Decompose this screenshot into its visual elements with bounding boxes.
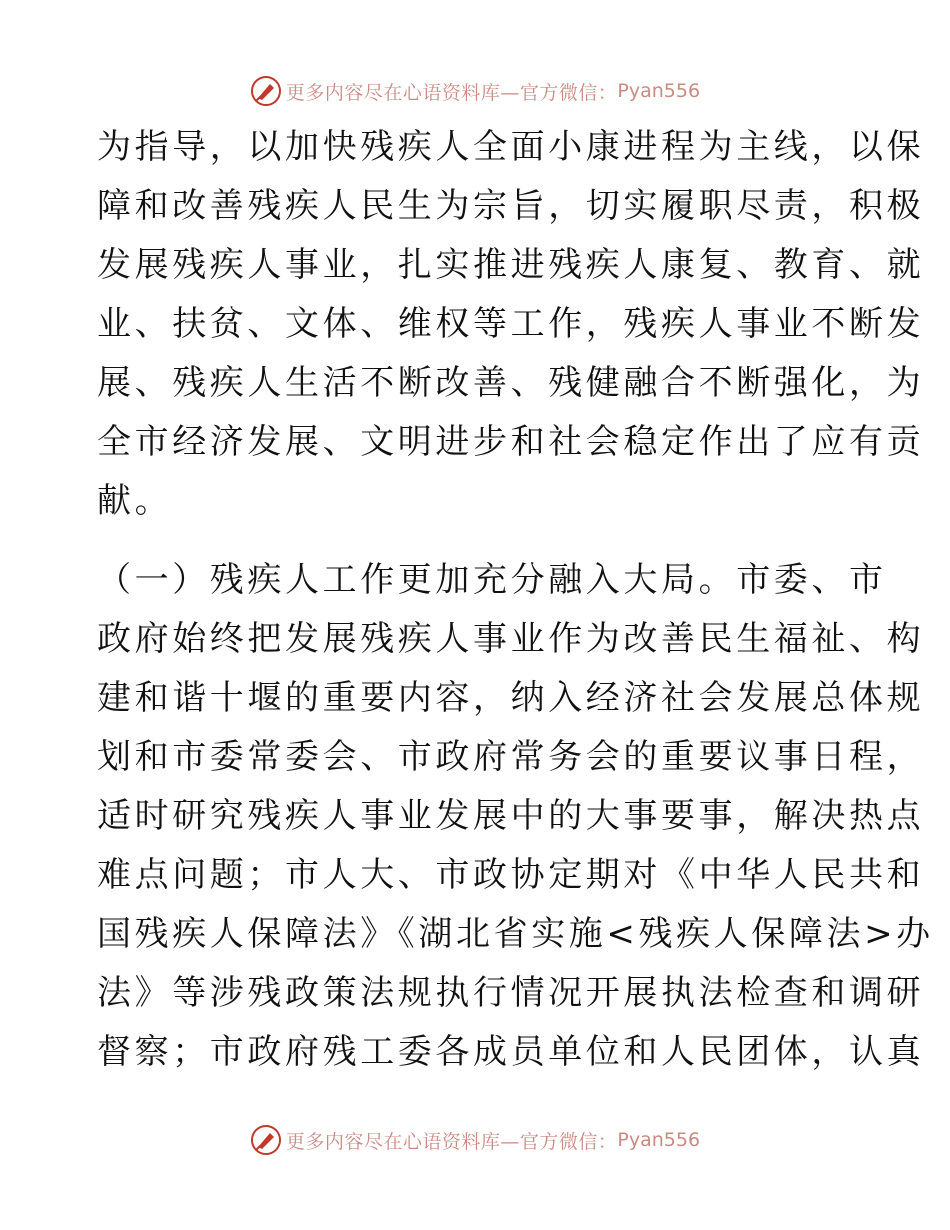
text-line: 难点问题；市人大、市政协定期对《中华人民共和 <box>97 855 925 895</box>
paragraph-2 <box>97 551 934 1082</box>
text-line: 发展残疾人事业，扎实推进残疾人康复、教育、就 <box>97 245 925 285</box>
text-line: 国残疾人保障法》《湖北省实施<残疾人保障法>办 <box>97 914 934 954</box>
text-line: 业、扶贫、文体、维权等工作，残疾人事业不断发 <box>97 304 925 344</box>
text-line: 全市经济发展、文明进步和社会稳定作出了应有贡 <box>97 422 925 462</box>
text-line: 建和谐十堰的重要内容，纳入经济社会发展总体规 <box>97 678 925 718</box>
text-line: 政府始终把发展残疾人事业作为改善民生福祉、构 <box>97 619 925 659</box>
footer-watermark <box>0 1124 950 1156</box>
watermark-account: Pyan556 <box>617 80 701 102</box>
watermark-text: 更多内容尽在心语资料库—官方微信： <box>285 1130 618 1153</box>
text-line: 法》等涉残政策法规执行情况开展执法检查和调研 <box>97 973 925 1013</box>
watermark-text: 更多内容尽在心语资料库—官方微信： <box>285 81 618 104</box>
text-line: 为指导，以加快残疾人全面小康进程为主线，以保 <box>97 127 925 167</box>
header-watermark <box>0 75 950 107</box>
text-line: 督察；市政府残工委各成员单位和人民团体，认真 <box>97 1032 925 1072</box>
text-line: 献。 <box>97 481 173 521</box>
pen-nib-logo-icon <box>250 1124 282 1156</box>
document-body <box>97 118 934 1082</box>
watermark-account: Pyan556 <box>617 1129 701 1151</box>
text-line: 适时研究残疾人事业发展中的大事要事，解决热点 <box>97 796 925 836</box>
text-line: 障和改善残疾人民生为宗旨，切实履职尽责，积极 <box>97 186 925 226</box>
text-line: 划和市委常委会、市政府常务会的重要议事日程， <box>97 737 925 777</box>
text-line: （一）残疾人工作更加充分融入大局。市委、市 <box>97 560 887 600</box>
text-line: 展、残疾人生活不断改善、残健融合不断强化，为 <box>97 363 925 403</box>
paragraph-1 <box>97 118 925 531</box>
pen-nib-logo-icon <box>250 75 282 107</box>
